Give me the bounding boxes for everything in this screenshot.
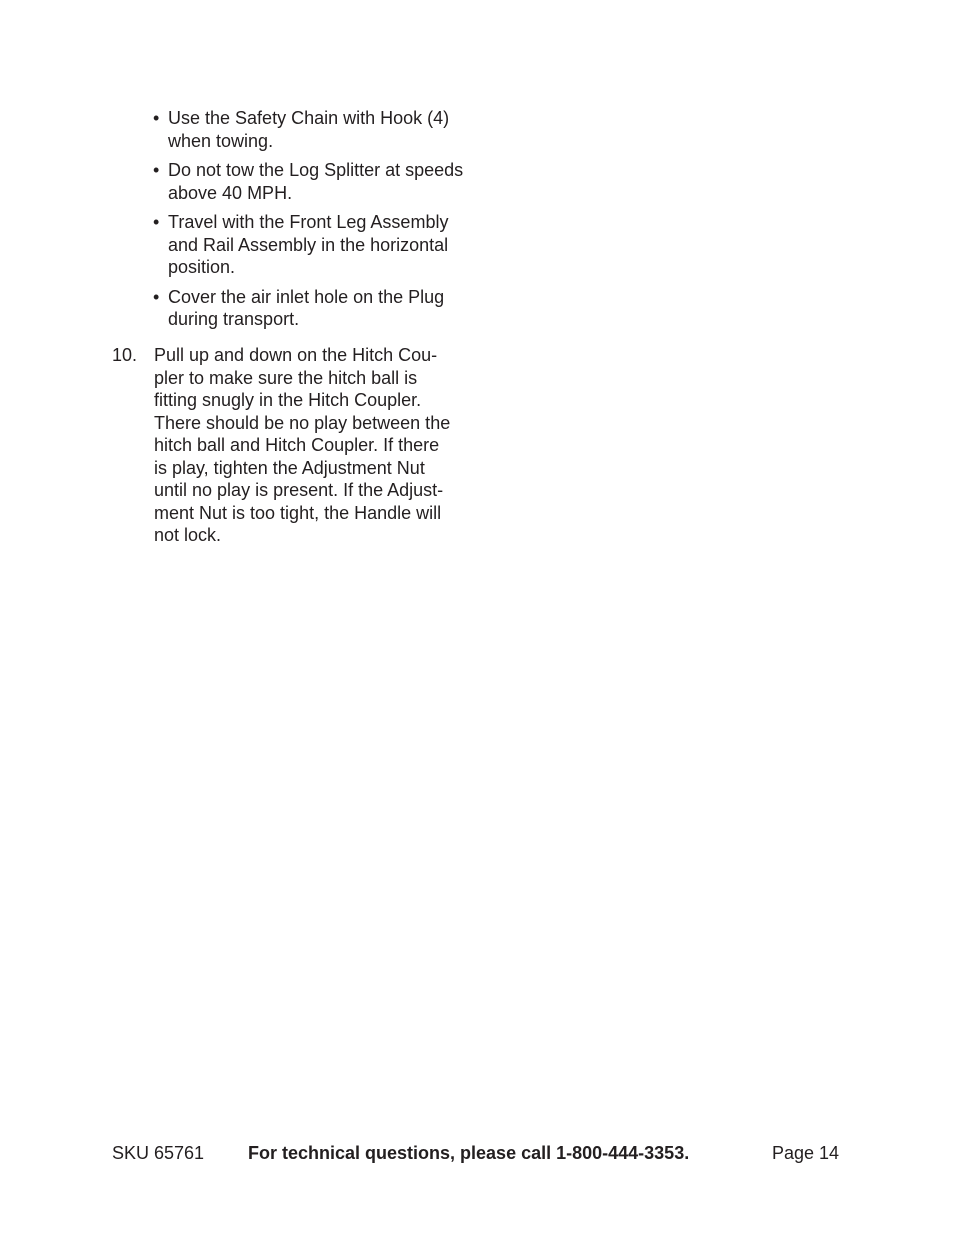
step-line: not lock. xyxy=(154,525,222,545)
step-line: fitting snugly in the Hitch Coupler. xyxy=(154,390,422,410)
sku-label: SKU 65761 xyxy=(112,1143,205,1163)
bullet-dot: • xyxy=(153,212,160,232)
tech-support-note: For technical questions, please call 1-800-444-3353. xyxy=(248,1143,690,1163)
step-line: is play, tighten the Adjustment Nut xyxy=(154,457,425,478)
bullet-dot: • xyxy=(153,108,160,128)
step-text xyxy=(154,344,472,547)
bullet-text: Do not tow the Log Splitter at speeds above 40 MPH. xyxy=(168,160,464,203)
bullet-text: Travel with the Front Leg Assembly and Rail Assembly in the horizontal position. xyxy=(168,212,449,277)
bullet-item xyxy=(153,107,473,152)
step-line: pler to make sure the hitch ball is xyxy=(154,367,418,388)
step-line: until no play is present. If the Adjust- xyxy=(154,480,444,500)
bullet-dot: • xyxy=(153,286,160,307)
bullet-list xyxy=(153,107,473,338)
bullet-text: Use the Safety Chain with Hook (4) when towing. xyxy=(168,108,450,151)
bullet-item xyxy=(153,286,473,331)
step-line: ment Nut is too tight, the Handle will xyxy=(154,502,442,523)
step-line: Pull up and down on the Hitch Cou- xyxy=(154,345,438,365)
bullet-item xyxy=(153,159,473,204)
step-line: hitch ball and Hitch Coupler. If there xyxy=(154,435,440,455)
page-footer xyxy=(0,1142,954,1166)
step-line: There should be no play between the xyxy=(154,412,451,433)
page-number: Page 14 xyxy=(772,1143,840,1163)
step-number: 10. xyxy=(112,345,138,365)
bullet-dot: • xyxy=(153,160,160,180)
bullet-text: Cover the air inlet hole on the Plug during transport. xyxy=(168,286,445,329)
bullet-item xyxy=(153,211,473,279)
